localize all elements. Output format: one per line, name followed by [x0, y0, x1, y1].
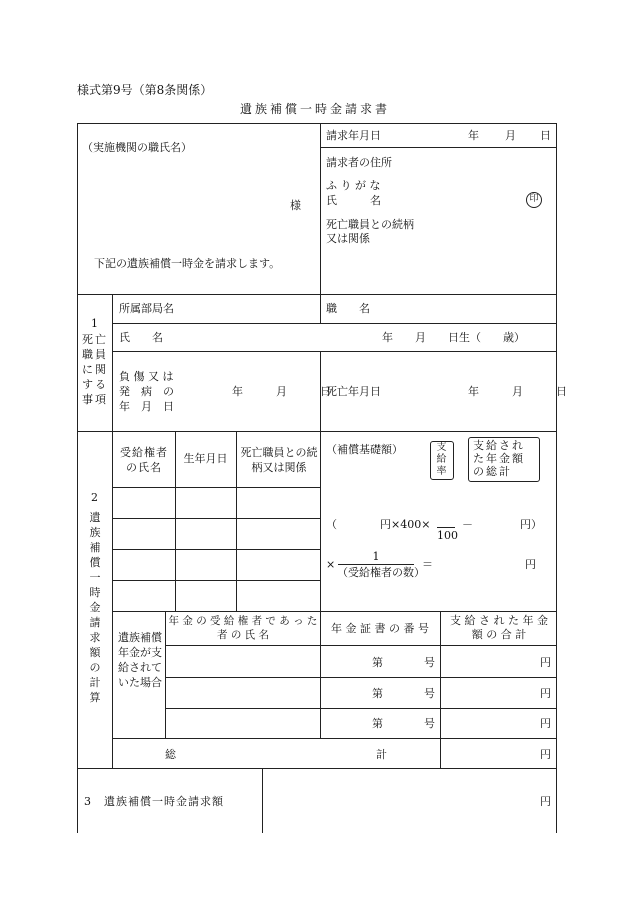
rate-label: 支給率 — [436, 442, 447, 477]
total-paid-label: 支給された年金額の総計 — [473, 439, 525, 478]
paid-total-header: 支 給 さ れ た 年 金 額 の 合 計 — [450, 614, 548, 641]
form-number: 様式第9号（第8条関係） — [77, 83, 213, 97]
honorific: 様 — [290, 199, 301, 212]
col-relation: 死亡職員との続柄又は関係 — [240, 446, 318, 474]
request-text: 下記の遺族補償一時金を請求します。 — [94, 257, 281, 270]
col-recipient-name: 受給権者の氏名 — [120, 446, 168, 474]
sum-left: 総 — [165, 748, 176, 761]
relation-label: 死亡職員との続柄 — [326, 218, 414, 231]
section2-heading: 遺族補償一時金請求額の計算 — [89, 511, 101, 704]
section2-number: 2 — [91, 491, 98, 504]
recipient-count-label: （受給権者の数） — [337, 566, 425, 579]
section1-number: 1 — [91, 317, 98, 330]
cert-number-header: 年 金 証 書 の 番 号 — [331, 622, 429, 635]
sum-right: 計 — [376, 748, 387, 761]
birth-label: 年 月 日生（ 歳） — [382, 331, 525, 344]
pension-case-label: 遺族補償年金が支給されていた場合 — [118, 631, 162, 689]
outer-left-border — [77, 123, 78, 833]
death-date: 年 月 日 — [468, 385, 567, 398]
seal-mark: 印 — [526, 192, 542, 208]
name-label: 氏 名 — [326, 194, 381, 207]
address-label: 請求者の住所 — [326, 156, 392, 169]
dept-label: 所属部局名 — [119, 302, 174, 315]
formula-mid: 円×400× — [380, 518, 431, 531]
org-label: （実施機関の職氏名） — [82, 141, 192, 154]
injury-date: 年 月 日 — [232, 385, 331, 398]
request-date-label: 請求年月日 — [326, 129, 381, 142]
deceased-name-label: 氏 名 — [119, 331, 163, 344]
outer-right-border — [556, 123, 557, 833]
outer-top-border — [77, 123, 556, 124]
section3-label: 3 遺族補償一時金請求額 — [84, 795, 224, 808]
pension-holder-header: 年 金 の 受 給 権 者 で あ っ た 者 の 氏 名 — [168, 615, 318, 641]
furigana-label: ふ り が な — [326, 179, 381, 192]
col-birthdate: 生年月日 — [183, 452, 228, 465]
post-label: 職 名 — [326, 302, 370, 315]
claim-form: 様式第9号（第8条関係） 遺族補償一時金請求書 （実施機関の職氏名） 様 下記の遺族補償一時金を請求します。 請求年月日 年 月 日 請求者の住所 ふ り が な 氏 名 印 死亡職員との続柄 又は関係 1 死亡職員に関する事項 所属部局名 職 名 氏 名 年 月 日生（ 歳） 負 傷 又 は 発 病 の 年 月 日 年 月 日 死亡年月日 年 月 日 2 遺族補償一時金請求額の計算 受給権者の氏名 生年月日 死亡職員との続柄又は関係 （補償基礎額） 支給率 支給された年金額の総計 （ 円×400× 100 － 円） × 1 （受給権者の数） ＝ 円 遺族補償年金が支給されていた場合 年 金 の 受 給 権 者 で あ っ た 者 の 氏 名 年 金 証 書 の 番 号 支 給 さ れ た 年 金 額 の 合 計 第 号 円 第 号 円 第 号 円 総 計 円 3 遺族補償一時金請求額 円 — [0, 0, 630, 915]
base-amount-label: （補償基礎額） — [326, 443, 403, 456]
section3-yen: 円 — [540, 795, 551, 808]
page-title: 遺族補償一時金請求書 — [239, 102, 390, 116]
death-date-label: 死亡年月日 — [326, 385, 381, 398]
section1-heading: 死亡職員に関する事項 — [82, 333, 108, 406]
